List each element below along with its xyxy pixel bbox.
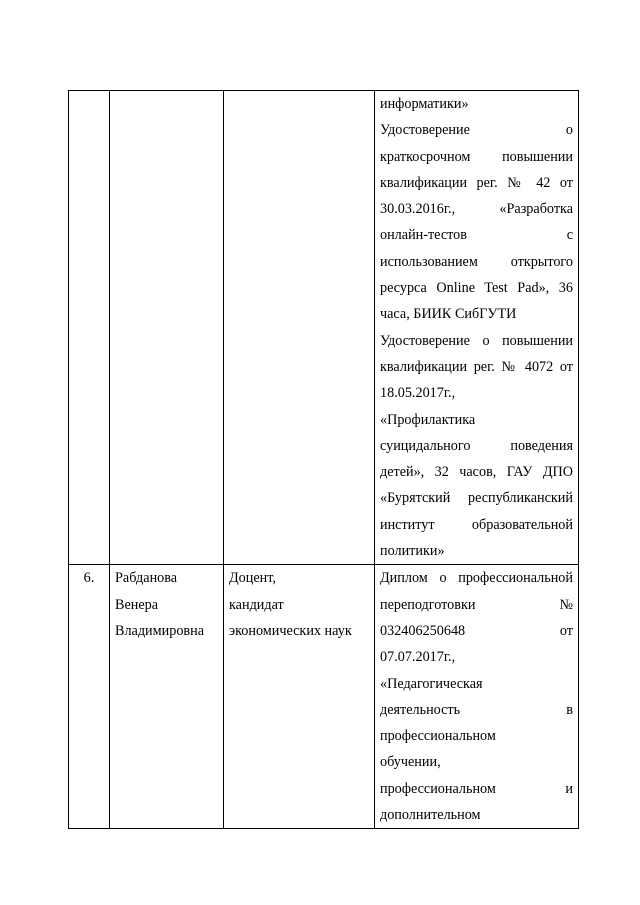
cell-text-line: Венера xyxy=(115,596,159,613)
info-text-line: институт образовательной xyxy=(380,516,573,533)
cell-text-line: Доцент, xyxy=(229,570,276,587)
info-text-line: 032406250648 от xyxy=(380,622,573,639)
info-text-line: профессиональном xyxy=(380,728,496,745)
info-text-line: онлайн-тестов с xyxy=(380,227,573,244)
table-row xyxy=(69,91,579,565)
info-text-line: 07.07.2017г., xyxy=(380,649,456,666)
info-text-line: Диплом о профессиональной xyxy=(380,570,573,587)
qualification-info-cell xyxy=(375,565,579,829)
cell-text-line: Владимировна xyxy=(115,622,204,639)
info-text-line: квалификации рег. № 4072 от xyxy=(380,358,573,375)
info-text-line: информатики» xyxy=(380,96,469,112)
info-text-line: использованием открытого xyxy=(380,253,573,270)
info-text-line: суицидального поведения xyxy=(380,437,573,454)
info-text-line: ресурса Online Test Pad», 36 xyxy=(380,280,573,297)
row-number-cell xyxy=(69,91,110,565)
table-row xyxy=(69,565,579,829)
info-text-line: обучении, xyxy=(380,754,441,771)
info-text-line: часа, БИИК СибГУТИ xyxy=(380,306,517,323)
qualification-info-cell xyxy=(375,91,579,565)
position-cell xyxy=(224,91,375,565)
info-text-line: детей», 32 часов, ГАУ ДПО xyxy=(380,464,573,481)
row-number-cell: 6. xyxy=(69,565,110,829)
info-text-line: «Профилактика xyxy=(380,411,476,428)
info-text-line: «Бурятский республиканский xyxy=(380,490,573,507)
info-text-line: 30.03.2016г., «Разработка xyxy=(380,201,573,218)
info-text-line: переподготовки № xyxy=(380,596,573,613)
info-text-line: дополнительном xyxy=(380,807,481,824)
info-text-line: Удостоверение о xyxy=(380,122,573,139)
info-text-line: политики» xyxy=(380,543,445,560)
info-text-line: 18.05.2017г., xyxy=(380,385,456,402)
position-cell xyxy=(224,565,375,829)
info-text-line: «Педагогическая xyxy=(380,675,483,692)
info-text-line: краткосрочном повышении xyxy=(380,148,573,165)
name-cell xyxy=(110,91,224,565)
cell-text-line: экономических наук xyxy=(229,622,352,639)
info-text-line: деятельность в xyxy=(380,701,573,718)
staff-qualifications-table xyxy=(68,90,579,829)
info-text-line: Удостоверение о повышении xyxy=(380,332,573,349)
info-text-line: квалификации рег. № 42 от xyxy=(380,174,573,191)
name-cell xyxy=(110,565,224,829)
cell-text-line: Рабданова xyxy=(115,570,178,587)
info-text-line: профессиональном и xyxy=(380,780,573,797)
cell-text-line: кандидат xyxy=(229,596,284,613)
